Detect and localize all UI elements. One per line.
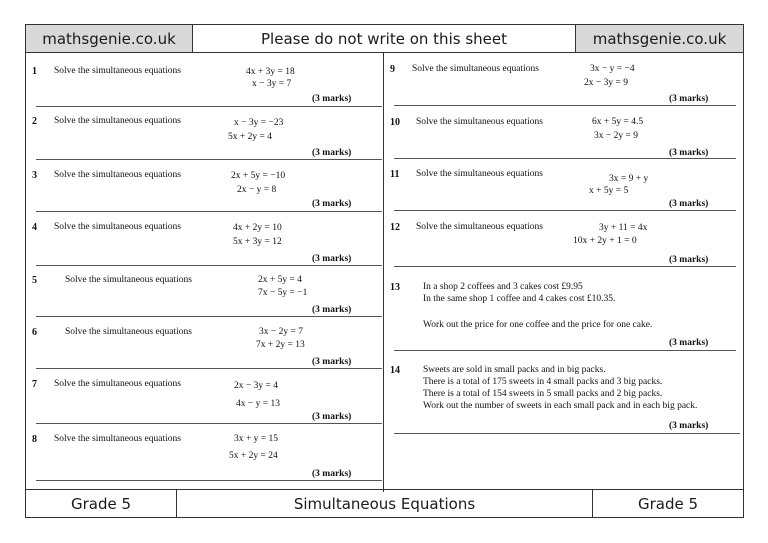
- answer-line: [394, 350, 736, 351]
- footer-left: Grade 5: [26, 490, 177, 517]
- answer-line: [36, 368, 382, 369]
- answer-line: [36, 480, 382, 481]
- header-right: mathsgenie.co.uk: [576, 25, 743, 52]
- footer-bar: [26, 489, 743, 517]
- header-center: Please do not write on this sheet: [193, 25, 576, 52]
- answer-line: [394, 266, 736, 267]
- answer-line: [394, 433, 740, 434]
- header-bar: [26, 25, 743, 53]
- answer-line: [394, 210, 736, 211]
- footer-right: Grade 5: [637, 494, 699, 513]
- answer-line: [36, 265, 382, 266]
- answer-line: [36, 211, 382, 212]
- answer-line: [36, 159, 382, 160]
- footer-center: Simultaneous Equations: [177, 490, 593, 517]
- answer-line: [394, 105, 736, 106]
- answer-line: [36, 423, 382, 424]
- header-left: mathsgenie.co.uk: [26, 25, 193, 52]
- answer-line: [394, 158, 736, 159]
- worksheet: mathsgenie.co.uk Please do not write on this sheet mathsgenie.co.uk 1 Solve the simultaneous equations 4x + 3y = 18 x − 3y = 7 (3 marks) 2 Solve the simultaneous equations x − 3y = −23 5x + 2y = 4 (3 marks) 3 Solve the simultaneous equations 2x + 5y = −10 2x − y = 8 (3 marks) 4 Solve the simultaneous equations 4x + 2y = 10 5x + 3y = 12 (3 marks) 5 Solve the simultaneous equations 2x + 5y = 4 7x − 5y = −1 (3 marks) 6 Solve the simultaneous equations 3x − 2y = 7 7x + 2y = 13 (3 marks) 7 Solve the simultaneous equations 2x − 3y = 4 4x − y = 13 (3 marks) 8 Solve the simultaneous equations 3x + y = 15 5x + 2y = 24 (3 marks) 9 Solve the simultaneous equations 3x − y = −4 2x − 3y = 9 (3 marks) 10 Solve the simultaneous equations 6x + 5y = 4.5 3x − 2y = 9 (3 marks) 11 Solve the simultaneous equations 3x = 9 + y x + 5y = 5 (3 marks) 12 Solve the simultaneous equations 3y + 11 = 4x 10x + 2y + 1 = 0 (3 marks) 13 In a shop 2 coffees and 3 cakes cost £9.95 In the same shop 1 coffee and 4 cakes cost £10.35. Work out the price for one coffee and the price for one cake. (3 marks) 14 Sweets are sold in small packs and in big packs. There is a total of 175 sweets in 4 small packs and 3 big packs. There is a total of 154 sweets in 5 small packs and 2 big packs. Work out the number of sweets in each small pack and in each big pack. (3 marks) Grade 5 Simultaneous Equations Grade 5: [25, 24, 744, 518]
- answer-line: [36, 316, 382, 317]
- answer-line: [36, 106, 382, 107]
- column-divider: [383, 52, 384, 492]
